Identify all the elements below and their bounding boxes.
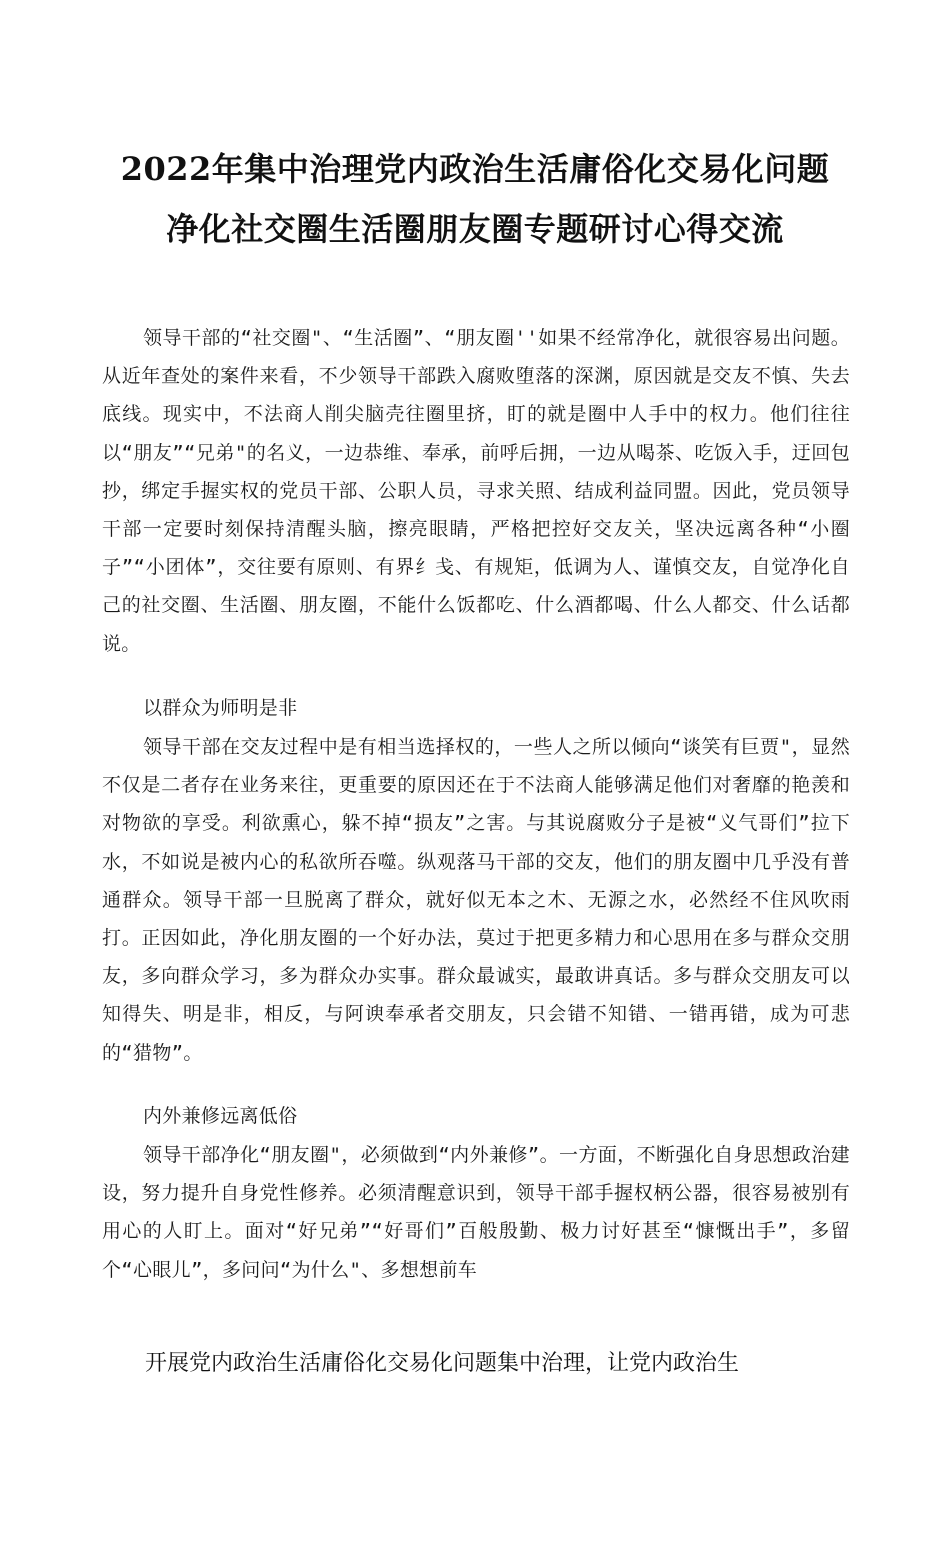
body-section-cultivation <box>102 1136 850 1289</box>
paragraph-masses: 领导干部在交友过程中是有相当选择权的，一些人之所以倾向“谈笑有巨贾"，显然不仅是二者存在业务来往，更重要的原因还在于不法商人能够满足他们对奢靡的艳羡和对物欲的享受。利欲熏心，躲不掉“损友”之害。与其说腐败分子是被“义气哥们”拉下水，不如说是被内心的私欲所吞噬。纵观落马干部的交友，他们的朋友圈中几乎没有普通群众。领导干部一旦脱离了群众，就好似无本之木、无源之水，必然经不住风吹雨打。正因如此，净化朋友圈的一个好办法，莫过于把更多精力和心思用在多与群众交朋友，多向群众学习，多为群众办实事。群众最诚实，最敢讲真话。多与群众交朋友可以知得失、明是非，相反，与阿谀奉承者交朋友，只会错不知错、一错再错，成为可悲的“猎物”。 <box>102 736 850 1064</box>
subheading-masses: 以群众为师明是非 <box>143 697 298 719</box>
document-title-line-1: 2022年集中治理党内政治生活庸俗化交易化问题 <box>120 150 830 188</box>
footer-line: 开展党内政治生活庸俗化交易化问题集中治理，让党内政治生 <box>145 1351 740 1376</box>
body-section-subheading-1 <box>102 689 850 727</box>
subheading-cultivation: 内外兼修远离低俗 <box>143 1105 298 1127</box>
document-title-line-2: 净化社交圈生活圈朋友圈专题研讨心得交流 <box>166 210 784 248</box>
paragraph-intro: 领导干部的“社交圈"、“生活圈”、“朋友圈''如果不经常净化，就很容易出问题。从近年查处的案件来看，不少领导干部跌入腐败堕落的深渊，原因就是交友不慎、失去底线。现实中，不法商人削尖脑壳往圈里挤，盯的就是圈中人手中的权力。他们往往以“朋友”“兄弟"的名义，一边恭维、奉承，前呼后拥，一边从喝茶、吃饭入手，迂回包抄，绑定手握实权的党员干部、公职人员，寻求关照、结成利益同盟。因此，党员领导干部一定要时刻保持清醒头脑，擦亮眼睛，严格把控好交友关，坚决远离各种“小圈子”“小团体”，交往要有原则、有界纟戋、有规矩，低调为人、谨慎交友，自觉净化自己的社交圈、生活圈、朋友圈，不能什么饭都吃、什么酒都喝、什么人都交、什么话都说。 <box>102 327 850 655</box>
paragraph-cultivation: 领导干部净化“朋友圈"，必须做到“内外兼修”。一方面，不断强化自身思想政治建设，努力提升自身党性修养。必须清醒意识到，领导干部手握权柄公器，很容易被别有用心的人盯上。面对“好兄弟”“好哥们”百般殷勤、极力讨好甚至“慷慨出手”，多留个“心眼儿”，多问问“为什么"、多想想前车 <box>102 1144 850 1281</box>
body-section-intro <box>102 319 850 663</box>
body-section-subheading-2 <box>102 1097 850 1135</box>
body-section-masses <box>102 728 850 1072</box>
